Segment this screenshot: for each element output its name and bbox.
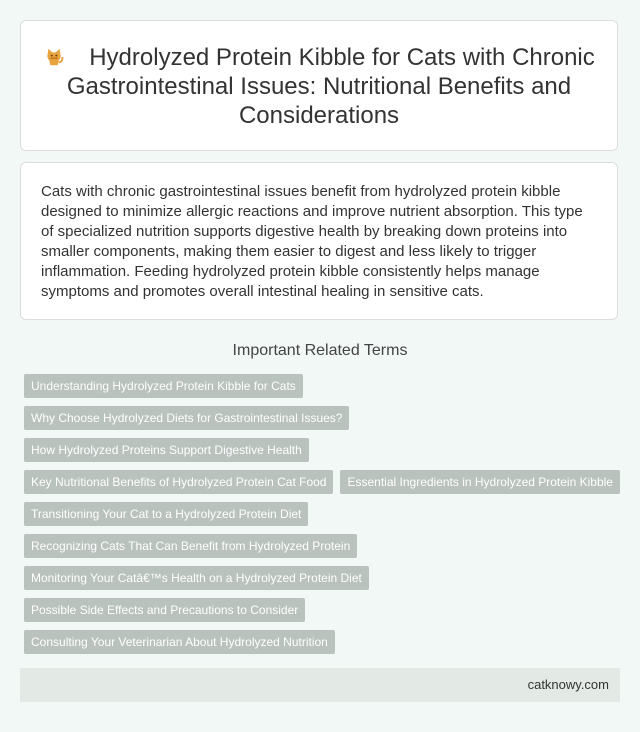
related-terms-heading: Important Related Terms [232, 342, 408, 359]
footer-site-link[interactable]: catknowy.com [527, 677, 609, 692]
related-term-tag[interactable]: Consulting Your Veterinarian About Hydrolyzed Nutrition [24, 630, 335, 654]
related-term-tag[interactable]: Key Nutritional Benefits of Hydrolyzed Protein Cat Food [24, 470, 333, 494]
related-term-tag[interactable]: Why Choose Hydrolyzed Diets for Gastrointestinal Issues? [24, 406, 349, 430]
related-term-tag[interactable]: How Hydrolyzed Proteins Support Digestive Health [24, 438, 309, 462]
related-term-tag[interactable]: Monitoring Your Catâ€™s Health on a Hydrolyzed Protein Diet [24, 566, 369, 590]
page-title-text: Hydrolyzed Protein Kibble for Cats with Chronic Gastrointestinal Issues: Nutritional Benefits and Considerations [66, 44, 595, 129]
summary-text: Cats with chronic gastrointestinal issues benefit from hydrolyzed protein kibble designed to minimize allergic reactions and improve nutrient absorption. This type of specialized nutrition supports digestive health by breaking down proteins into smaller components, making them easier to digest and less likely to trigger inflammation. Feeding hydrolyzed protein kibble consistently helps manage symptoms and promotes overall intestinal healing in sensitive cats. [41, 183, 583, 300]
cat-icon [43, 46, 65, 68]
title-card [20, 20, 618, 151]
related-term-tag[interactable]: Essential Ingredients in Hydrolyzed Protein Kibble [340, 470, 619, 494]
related-term-tag[interactable]: Understanding Hydrolyzed Protein Kibble for Cats [24, 374, 303, 398]
related-term-tag[interactable]: Transitioning Your Cat to a Hydrolyzed Protein Diet [24, 502, 308, 526]
footer [20, 668, 620, 702]
related-term-tag[interactable]: Possible Side Effects and Precautions to Consider [24, 598, 305, 622]
page-title [39, 43, 599, 130]
summary-card [20, 162, 618, 320]
related-terms-list [24, 374, 620, 654]
related-term-tag[interactable]: Recognizing Cats That Can Benefit from Hydrolyzed Protein [24, 534, 357, 558]
